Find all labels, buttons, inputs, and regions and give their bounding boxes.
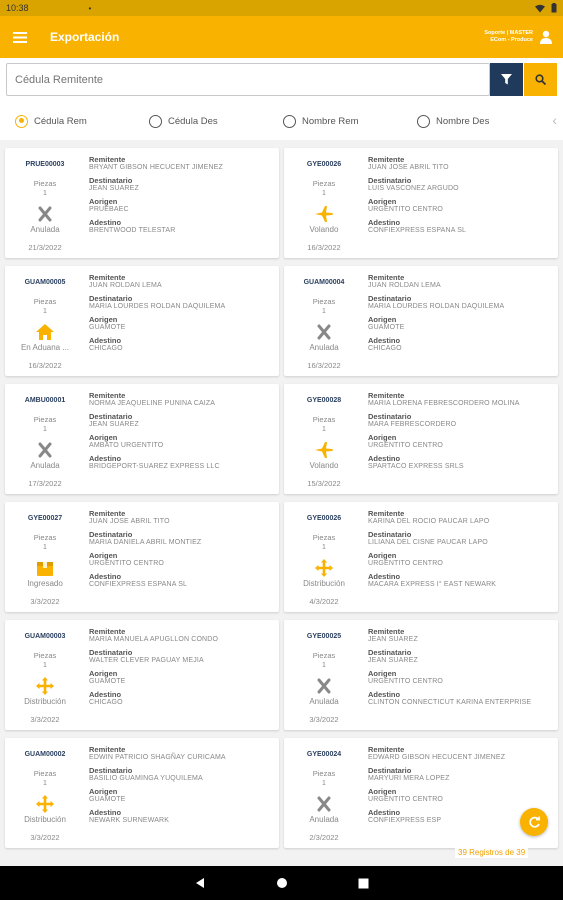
- pieces-value: 1: [322, 426, 326, 433]
- destination-label: Adestino: [89, 808, 122, 817]
- pieces-value: 1: [43, 780, 47, 787]
- pieces-value: 1: [322, 780, 326, 787]
- sender-value: NORMA JEAQUELINE PUNINA CAIZA: [89, 400, 216, 407]
- sender-label: Remitente: [368, 745, 405, 754]
- card-details: [89, 273, 275, 357]
- origin-value: URGENTITO CENTRO: [368, 678, 443, 685]
- destination-label: Adestino: [89, 336, 122, 345]
- pieces-value: 1: [43, 308, 47, 315]
- distribution-icon: [35, 677, 55, 695]
- sender-label: Remitente: [368, 155, 405, 164]
- battery-icon: [551, 3, 557, 13]
- system-nav-bar: [0, 866, 563, 900]
- sender-value: BRYANT GIBSON HECUCENT JIMENEZ: [89, 164, 223, 171]
- sender-label: Remitente: [89, 745, 126, 754]
- sender-label: Remitente: [89, 155, 126, 164]
- home-icon[interactable]: [276, 877, 288, 889]
- shipment-card[interactable]: [5, 502, 279, 612]
- shipment-card[interactable]: [284, 502, 558, 612]
- destination-label: Adestino: [89, 572, 122, 581]
- pieces-label: Piezas: [33, 297, 57, 306]
- sender-value: KARINA DEL ROCIO PAUCAR LAPO: [368, 518, 490, 525]
- origin-value: AMBATO URGENTITO: [89, 442, 164, 449]
- origin-label: Aorigen: [89, 669, 118, 678]
- card-details: [89, 627, 275, 711]
- origin-value: GUAMOTE: [89, 796, 126, 803]
- sender-label: Remitente: [89, 509, 126, 518]
- sender-label: Remitente: [89, 391, 126, 400]
- origin-label: Aorigen: [368, 551, 397, 560]
- destination-value: NEWARK SURNEWARK: [89, 817, 170, 824]
- status-text: Distribución: [24, 697, 66, 706]
- shipment-list: [0, 140, 563, 866]
- recipient-label: Destinatario: [89, 530, 133, 539]
- shipment-card[interactable]: [284, 148, 558, 258]
- origin-value: URGENTITO CENTRO: [89, 560, 164, 567]
- shipment-date: 3/3/2022: [30, 833, 60, 842]
- refresh-icon: [528, 816, 541, 829]
- sender-label: Remitente: [89, 627, 126, 636]
- shipment-card[interactable]: [5, 620, 279, 730]
- pieces-value: 1: [43, 190, 47, 197]
- guide-code: AMBU00001: [24, 397, 66, 404]
- radio-cedula-rem[interactable]: Cédula Rem: [0, 115, 134, 128]
- guide-code: GYE00025: [306, 633, 342, 640]
- card-details: [368, 391, 554, 475]
- recipient-label: Destinatario: [368, 176, 412, 185]
- sender-value: MARIA MANUELA APUGLLON CONDO: [89, 636, 219, 643]
- menu-button[interactable]: [0, 16, 40, 58]
- radio-nombre-des[interactable]: Nombre Des: [402, 115, 536, 128]
- card-details: [89, 745, 275, 829]
- radio-unchecked-icon: [149, 115, 162, 128]
- destination-label: Adestino: [368, 218, 401, 227]
- recipient-value: MARIA LOURDES ROLDAN DAQUILEMA: [89, 303, 226, 310]
- records-count: 39 Registros de 39: [455, 847, 528, 858]
- sender-value: JUAN ROLDAN LEMA: [89, 282, 162, 289]
- pieces-label: Piezas: [312, 415, 336, 424]
- shipment-card[interactable]: [284, 738, 558, 848]
- origin-value: URGENTITO CENTRO: [368, 442, 443, 449]
- recipient-value: MARIA DANIELA ABRIL MONTIEZ: [89, 539, 202, 546]
- sender-value: JEAN SUAREZ: [368, 636, 418, 643]
- status-text: Anulada: [309, 815, 339, 824]
- guide-code: GUAM00003: [24, 633, 66, 640]
- pieces-label: Piezas: [312, 179, 336, 188]
- destination-value: CONFIEXPRESS ESPANA SL: [89, 581, 188, 588]
- pieces-label: Piezas: [33, 415, 57, 424]
- destination-label: Adestino: [368, 690, 401, 699]
- card-summary: [5, 266, 85, 376]
- sender-value: JUAN ROLDAN LEMA: [368, 282, 441, 289]
- close-icon: [35, 205, 55, 223]
- box-icon: [35, 559, 55, 577]
- recipient-value: JEAN SUAREZ: [368, 657, 418, 664]
- card-summary: [284, 502, 364, 612]
- shipment-date: 16/3/2022: [28, 361, 62, 370]
- search-bar: [0, 58, 563, 102]
- recipient-label: Destinatario: [368, 648, 412, 657]
- guide-code: GUAM00004: [303, 279, 345, 286]
- guide-code: GYE00024: [306, 751, 342, 758]
- destination-value: CLINTON CONNECTICUT KARINA ENTERPRISE: [368, 699, 532, 706]
- origin-value: URGENTITO CENTRO: [368, 796, 443, 803]
- recents-icon[interactable]: [358, 878, 369, 889]
- hamburger-icon: [13, 32, 27, 43]
- shipment-date: 17/3/2022: [28, 479, 62, 488]
- pieces-label: Piezas: [312, 297, 336, 306]
- shipment-date: 16/3/2022: [307, 361, 341, 370]
- pieces-value: 1: [43, 544, 47, 551]
- origin-label: Aorigen: [368, 197, 397, 206]
- pieces-label: Piezas: [33, 179, 57, 188]
- card-summary: [284, 148, 364, 258]
- card-summary: [5, 620, 85, 730]
- shipment-card[interactable]: [284, 620, 558, 730]
- close-icon: [314, 795, 334, 813]
- destination-label: Adestino: [89, 454, 122, 463]
- pieces-value: 1: [43, 662, 47, 669]
- destination-value: CONFIEXPRESS ESPANA SL: [368, 227, 467, 234]
- guide-code: GUAM00002: [24, 751, 66, 758]
- origin-label: Aorigen: [368, 787, 397, 796]
- page-title: Exportación: [50, 30, 120, 44]
- recipient-label: Destinatario: [89, 294, 133, 303]
- card-details: [89, 391, 275, 475]
- shipment-date: 21/3/2022: [28, 243, 62, 252]
- filter-icon: [501, 74, 512, 85]
- pieces-label: Piezas: [312, 769, 336, 778]
- card-details: [368, 627, 554, 711]
- guide-code: GYE00026: [306, 161, 342, 168]
- recipient-value: MARA FEBRESCORDERO: [368, 421, 457, 428]
- origin-label: Aorigen: [368, 433, 397, 442]
- shipment-date: 3/3/2022: [30, 715, 60, 724]
- search-icon: [535, 74, 546, 85]
- recipient-label: Destinatario: [368, 412, 412, 421]
- destination-value: CONFIEXPRESS ESP: [368, 817, 442, 824]
- status-text: Anulada: [30, 225, 60, 234]
- recipient-value: LILIANA DEL CISNE PAUCAR LAPO: [368, 539, 488, 546]
- origin-value: GUAMOTE: [89, 324, 126, 331]
- status-time: 10:38: [6, 3, 29, 13]
- notification-dot: •: [88, 3, 92, 13]
- recipient-value: LUIS VASCONEZ ARGUDO: [368, 185, 459, 192]
- card-details: [368, 155, 554, 239]
- origin-label: Aorigen: [89, 551, 118, 560]
- sender-value: EDWIN PATRICIO SHAGÑAY CURICAMA: [89, 754, 226, 761]
- search-input[interactable]: [6, 63, 490, 96]
- status-text: En Aduana ...: [20, 343, 70, 352]
- close-icon: [314, 677, 334, 695]
- user-org: ECom - Produce: [490, 37, 533, 43]
- card-summary: [5, 502, 85, 612]
- card-summary: [284, 266, 364, 376]
- close-icon: [35, 441, 55, 459]
- sender-value: JUAN JOSE ABRIL TITO: [368, 164, 449, 171]
- status-text: Volando: [309, 461, 339, 470]
- destination-label: Adestino: [368, 572, 401, 581]
- pieces-value: 1: [322, 308, 326, 315]
- pieces-value: 1: [322, 190, 326, 197]
- app-bar: [0, 16, 563, 58]
- radio-unchecked-icon: [417, 115, 430, 128]
- pieces-label: Piezas: [33, 769, 57, 778]
- recipient-value: MARIA LOURDES ROLDAN DAQUILEMA: [368, 303, 505, 310]
- destination-value: SPARTACO EXPRESS SRLS: [368, 463, 464, 470]
- recipient-label: Destinatario: [89, 412, 133, 421]
- card-details: [368, 509, 554, 593]
- shipment-card[interactable]: [284, 384, 558, 494]
- status-text: Anulada: [309, 343, 339, 352]
- radio-cedula-des[interactable]: Cédula Des: [134, 115, 268, 128]
- origin-value: URGENTITO CENTRO: [368, 206, 443, 213]
- origin-label: Aorigen: [89, 197, 118, 206]
- wifi-icon: [535, 4, 545, 13]
- status-text: Anulada: [309, 697, 339, 706]
- recipient-label: Destinatario: [368, 530, 412, 539]
- pieces-value: 1: [322, 544, 326, 551]
- house-icon: [35, 323, 55, 341]
- card-summary: [284, 738, 364, 848]
- card-summary: [5, 738, 85, 848]
- user-menu[interactable]: [484, 30, 563, 44]
- shipment-date: 3/3/2022: [309, 715, 339, 724]
- shipment-date: 2/3/2022: [309, 833, 339, 842]
- guide-code: GYE00026: [306, 515, 342, 522]
- status-text: Anulada: [30, 461, 60, 470]
- card-summary: [284, 620, 364, 730]
- sender-label: Remitente: [368, 391, 405, 400]
- search-button[interactable]: [524, 63, 557, 96]
- filter-button[interactable]: [490, 63, 523, 96]
- pieces-value: 1: [322, 662, 326, 669]
- user-icon: [539, 30, 553, 44]
- guide-code: GYE00028: [306, 397, 342, 404]
- radio-nombre-rem[interactable]: Nombre Rem: [268, 115, 402, 128]
- destination-value: BRENTWOOD TELESTAR: [89, 227, 176, 234]
- chevron-left-icon[interactable]: ‹: [552, 112, 557, 128]
- shipment-card[interactable]: [5, 148, 279, 258]
- card-summary: [5, 148, 85, 258]
- destination-value: MACARA EXPRESS I° EAST NEWARK: [368, 581, 497, 588]
- close-icon: [314, 323, 334, 341]
- destination-value: CHICAGO: [89, 699, 123, 706]
- recipient-value: BASILIO GUAMINGA YUQUILEMA: [89, 775, 203, 782]
- distribution-icon: [314, 559, 334, 577]
- status-text: Distribución: [24, 815, 66, 824]
- card-summary: [284, 384, 364, 494]
- shipment-date: 3/3/2022: [30, 597, 60, 606]
- card-details: [89, 155, 275, 239]
- origin-label: Aorigen: [368, 315, 397, 324]
- sender-value: MARIA LORENA FEBRESCORDERO MOLINA: [368, 400, 520, 407]
- shipment-card[interactable]: [5, 266, 279, 376]
- origin-label: Aorigen: [89, 315, 118, 324]
- pieces-label: Piezas: [33, 651, 57, 660]
- pieces-label: Piezas: [312, 651, 336, 660]
- card-details: [89, 509, 275, 593]
- shipment-date: 4/3/2022: [309, 597, 339, 606]
- user-role: Soporte | MASTER: [484, 30, 533, 36]
- airplane-icon: [314, 441, 334, 459]
- destination-label: Adestino: [368, 454, 401, 463]
- shipment-card[interactable]: [5, 738, 279, 848]
- destination-label: Adestino: [368, 808, 401, 817]
- origin-value: GUAMOTE: [368, 324, 405, 331]
- origin-label: Aorigen: [89, 433, 118, 442]
- origin-label: Aorigen: [368, 669, 397, 678]
- sender-label: Remitente: [368, 627, 405, 636]
- sender-label: Remitente: [89, 273, 126, 282]
- shipment-card[interactable]: [284, 266, 558, 376]
- guide-code: PRUE00003: [25, 161, 65, 168]
- card-summary: [5, 384, 85, 494]
- status-text: Ingresado: [27, 579, 63, 588]
- destination-label: Adestino: [368, 336, 401, 345]
- recipient-label: Destinatario: [368, 766, 412, 775]
- recipient-label: Destinatario: [89, 766, 133, 775]
- pieces-label: Piezas: [312, 533, 336, 542]
- refresh-button[interactable]: [520, 808, 548, 836]
- sender-value: JUAN JOSE ABRIL TITO: [89, 518, 170, 525]
- destination-value: CHICAGO: [89, 345, 123, 352]
- destination-label: Adestino: [89, 690, 122, 699]
- destination-label: Adestino: [89, 218, 122, 227]
- origin-label: Aorigen: [89, 787, 118, 796]
- airplane-icon: [314, 205, 334, 223]
- pieces-label: Piezas: [33, 533, 57, 542]
- distribution-icon: [35, 795, 55, 813]
- status-text: Distribución: [303, 579, 345, 588]
- sender-label: Remitente: [368, 509, 405, 518]
- back-icon[interactable]: [194, 877, 206, 889]
- radio-checked-icon: [15, 115, 28, 128]
- recipient-value: WALTER CLEVER PAGUAY MEJIA: [89, 657, 204, 664]
- recipient-value: MARYURI MERA LOPEZ: [368, 775, 450, 782]
- sender-value: EDWARD GIBSON HECUCENT JIMENEZ: [368, 754, 506, 761]
- origin-value: PRUEBAEC: [89, 206, 129, 213]
- recipient-label: Destinatario: [368, 294, 412, 303]
- shipment-date: 15/3/2022: [307, 479, 341, 488]
- search-type-selector: [0, 102, 563, 140]
- recipient-value: JEAN SUAREZ: [89, 185, 139, 192]
- card-details: [368, 273, 554, 357]
- guide-code: GYE00027: [27, 515, 63, 522]
- origin-value: URGENTITO CENTRO: [368, 560, 443, 567]
- status-bar: [0, 0, 563, 16]
- shipment-date: 16/3/2022: [307, 243, 341, 252]
- destination-value: BRIDGEPORT-SUAREZ EXPRESS LLC: [89, 463, 220, 470]
- pieces-value: 1: [43, 426, 47, 433]
- status-text: Volando: [309, 225, 339, 234]
- shipment-card[interactable]: [5, 384, 279, 494]
- recipient-label: Destinatario: [89, 648, 133, 657]
- destination-value: CHICAGO: [368, 345, 402, 352]
- origin-value: GUAMOTE: [89, 678, 126, 685]
- recipient-value: JEAN SUAREZ: [89, 421, 139, 428]
- sender-label: Remitente: [368, 273, 405, 282]
- radio-unchecked-icon: [283, 115, 296, 128]
- recipient-label: Destinatario: [89, 176, 133, 185]
- guide-code: GUAM00005: [24, 279, 66, 286]
